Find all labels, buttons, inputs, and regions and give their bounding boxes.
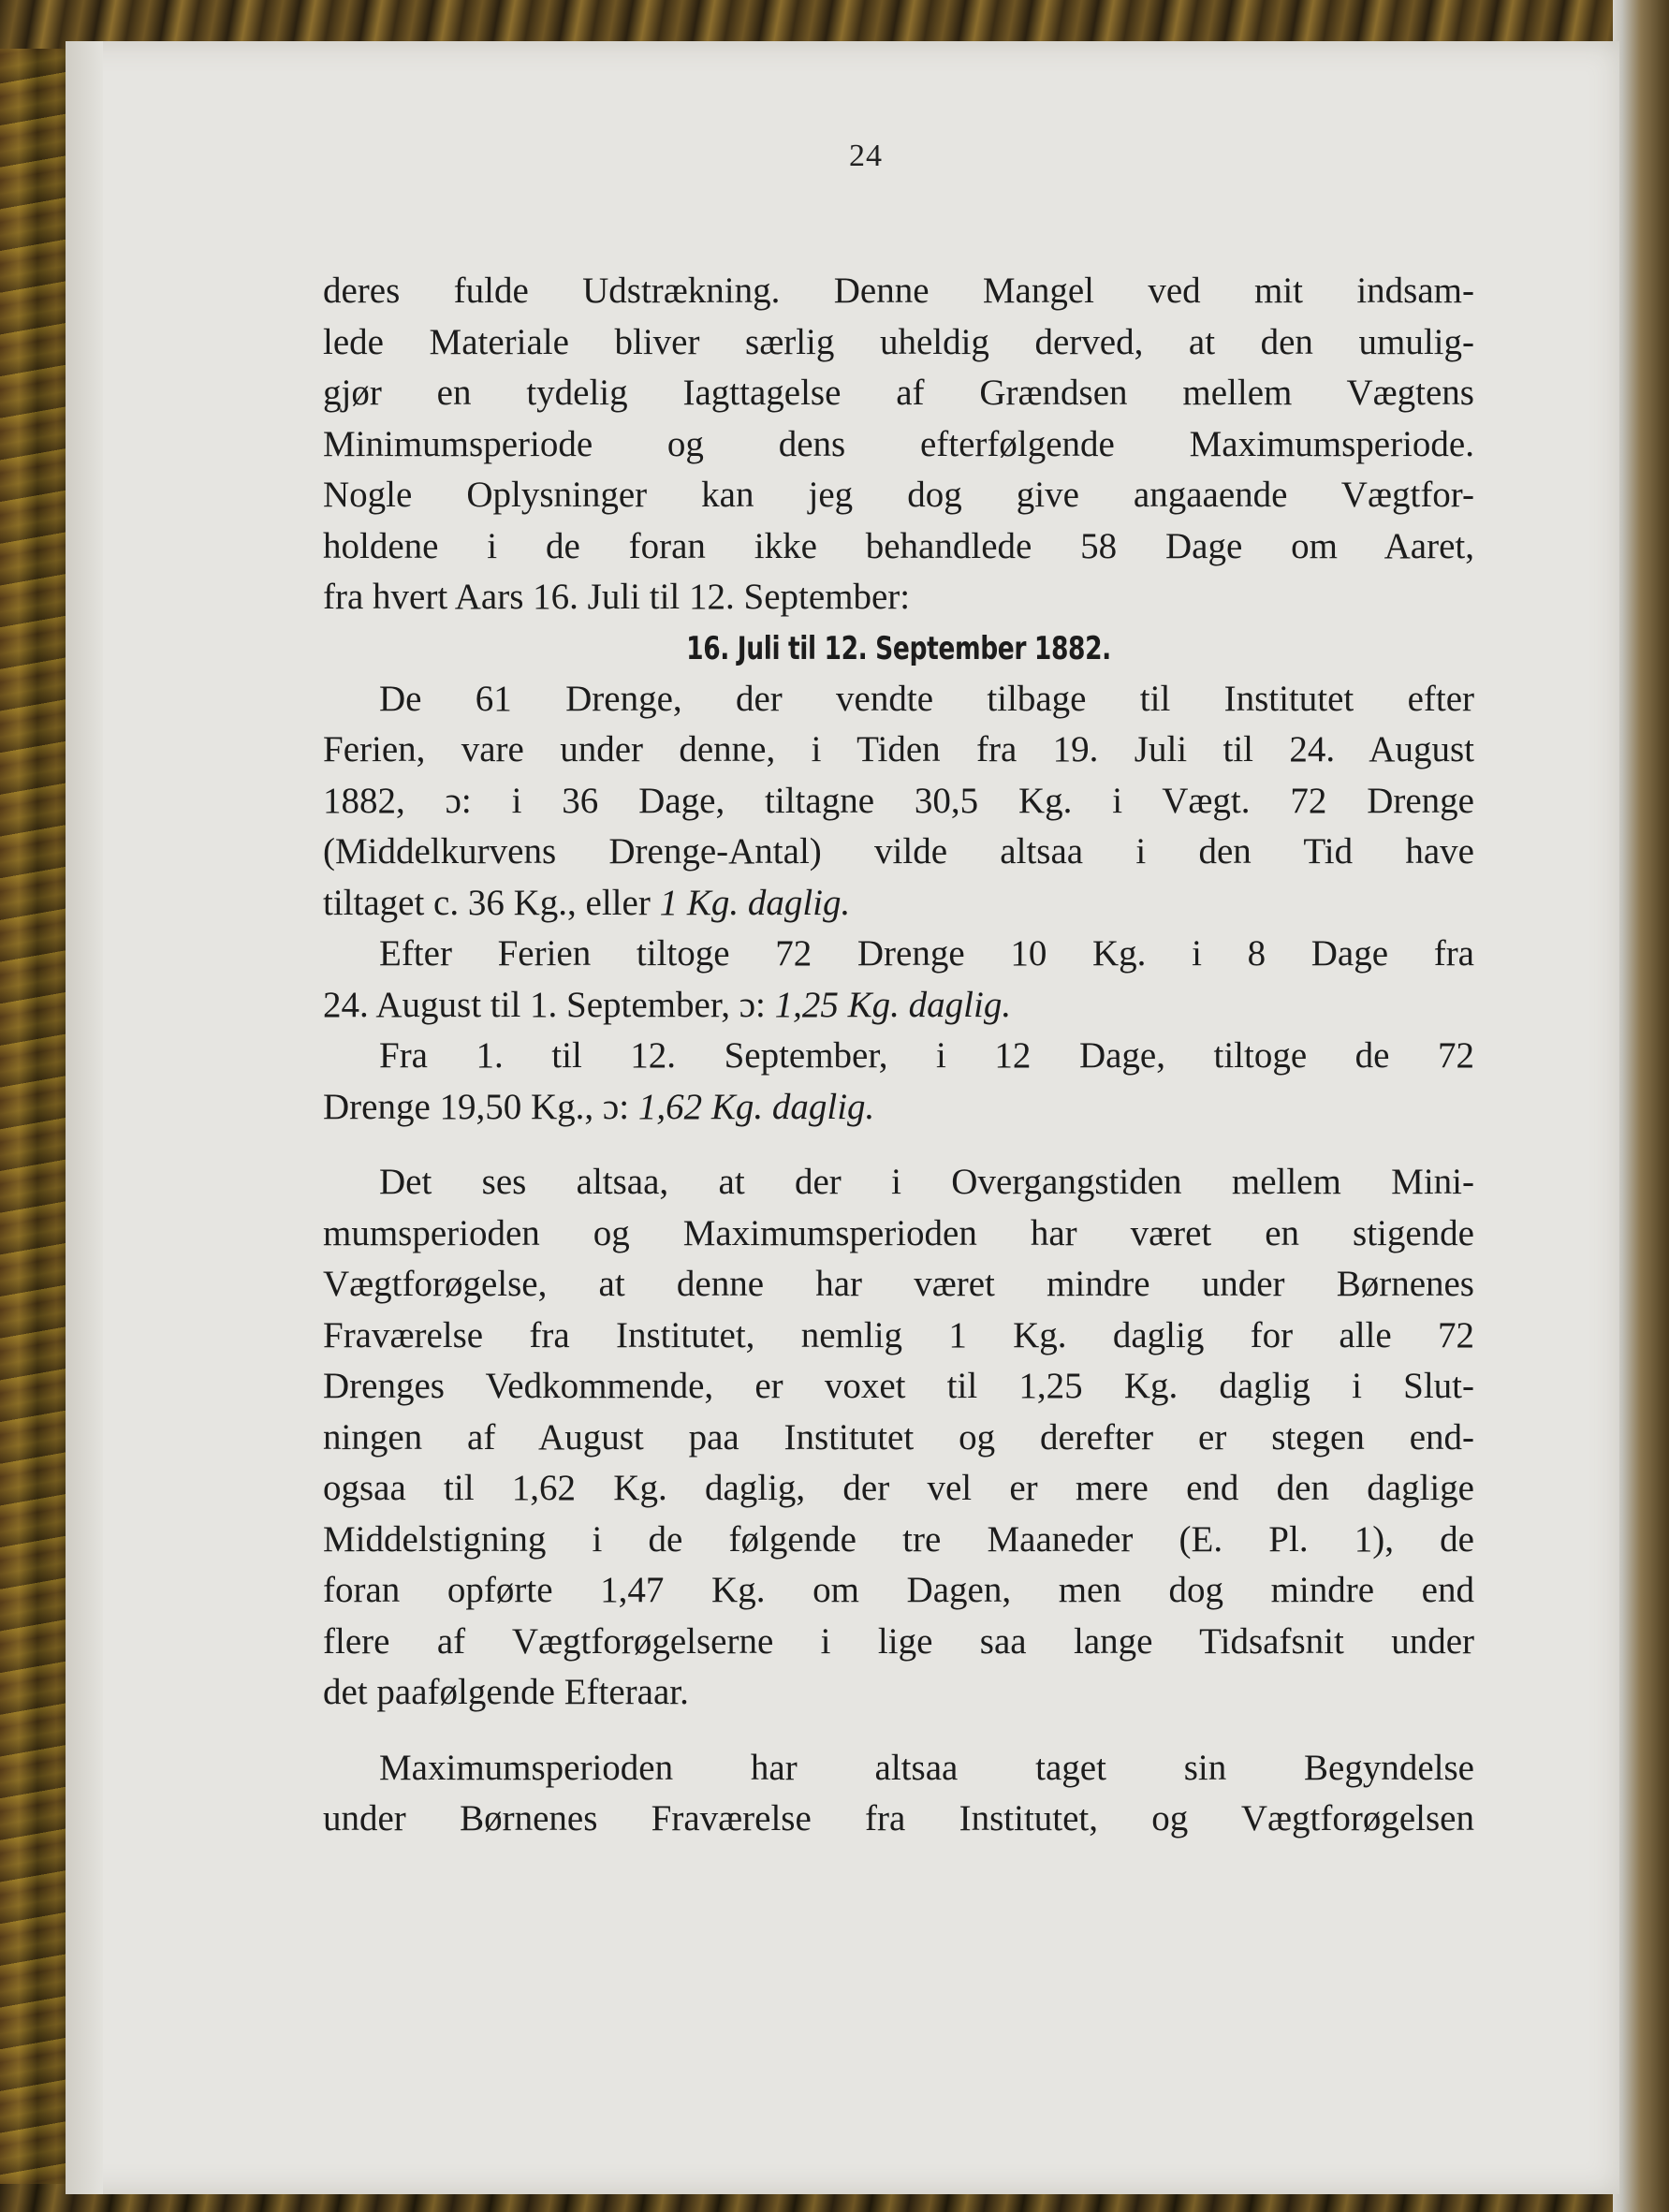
text-line: Det ses altsaa, at der i Overgangstiden mellem Mini- xyxy=(379,1162,1474,1202)
text-line: De 61 Drenge, der vendte tilbage til Institutet efter xyxy=(379,678,1474,719)
text-line: Minimumsperiode og dens efterfølgende Maximumsperiode. xyxy=(323,423,1474,464)
text-line: foran opførte 1,47 Kg. om Dagen, men dog mindre end xyxy=(323,1570,1474,1610)
page-number: 24 xyxy=(849,139,883,173)
page-gutter xyxy=(66,41,103,2194)
text-line: gjør en tydelig Iagttagelse af Grændsen mellem Vægtens xyxy=(323,373,1474,413)
text-line: Nogle Oplysninger kan jeg dog give angaaende Vægtfor- xyxy=(323,475,1474,515)
body-text xyxy=(323,266,1474,1845)
text-line: lede Materiale bliver særlig uheldig derved, at den umulig- xyxy=(323,321,1474,362)
paragraph-september xyxy=(323,1031,1474,1133)
text-line: ogsaa til 1,62 Kg. daglig, der vel er mere end den daglige xyxy=(323,1468,1474,1508)
text-line xyxy=(323,1082,1474,1134)
text-line: under Børnenes Fraværelse fra Institutet, og Vægtforøgelsen xyxy=(323,1798,1474,1838)
section-heading: 16. Juli til 12. September 1882. xyxy=(686,629,1111,667)
text-line: Drenges Vedkommende, er voxet til 1,25 Kg. daglig i Slut- xyxy=(323,1366,1474,1406)
text-line: Efter Ferien tiltoge 72 Drenge 10 Kg. i 8 Dage fra xyxy=(379,933,1474,974)
text-line: det paafølgende Efteraar. xyxy=(323,1672,689,1712)
text-line: holdene i de foran ikke behandlede 58 Dage om Aaret, xyxy=(323,525,1474,566)
paragraph-gap xyxy=(323,1719,1474,1743)
text-line: mumsperioden og Maximumsperioden har været en stigende xyxy=(323,1212,1474,1253)
paragraph-gap xyxy=(323,1133,1474,1157)
text-line: fra hvert Aars 16. Juli til 12. September: xyxy=(323,577,911,617)
text-line: 1882, ɔ: i 36 Dage, tiltagne 30,5 Kg. i Vægt. 72 Drenge xyxy=(323,780,1474,821)
text-line: flere af Vægtforøgelserne i lige saa lange Tidsafsnit under xyxy=(323,1620,1474,1662)
paragraph-maximum-period xyxy=(323,1743,1474,1845)
text-line: Middelstigning i de følgende tre Maaneder (E. Pl. 1), de xyxy=(323,1518,1474,1560)
text-line: Fra 1. til 12. September, i 12 Dage, tiltoge de 72 xyxy=(379,1035,1474,1076)
text-line xyxy=(323,878,1474,930)
text-segment: Drenge 19,50 Kg., ɔ: xyxy=(323,1086,638,1127)
text-segment: 24. August til 1. September, ɔ: xyxy=(323,984,775,1025)
paragraph-returning-boys xyxy=(323,674,1474,930)
text-line: ningen af August paa Institutet og derefter er stegen end- xyxy=(323,1416,1474,1458)
text-line: Ferien, vare under denne, i Tiden fra 19. Juli til 24. August xyxy=(323,729,1474,769)
text-line: Vægtforøgelse, at denne har været mindre under Børnenes xyxy=(323,1264,1474,1304)
text-line: Maximumsperioden har altsaa taget sin Begyndelse xyxy=(379,1747,1474,1788)
paragraph-intro xyxy=(323,266,1474,623)
right-page-edge xyxy=(1613,0,1669,2212)
text-line xyxy=(323,980,1474,1032)
text-segment: tiltaget c. 36 Kg., eller xyxy=(323,882,660,923)
italic-rate: 1,62 Kg. daglig. xyxy=(637,1086,875,1127)
text-line: deres fulde Udstrækning. Denne Mangel ved mit indsam- xyxy=(323,271,1474,311)
text-line: Fraværelse fra Institutet, nemlig 1 Kg. daglig for alle 72 xyxy=(323,1314,1474,1355)
paragraph-conclusion xyxy=(323,1157,1474,1719)
italic-rate: 1 Kg. daglig. xyxy=(659,882,851,923)
paragraph-after-holiday xyxy=(323,929,1474,1031)
text-line: (Middelkurvens Drenge-Antal) vilde altsaa i den Tid have xyxy=(323,831,1474,872)
italic-rate: 1,25 Kg. daglig. xyxy=(774,984,1012,1025)
